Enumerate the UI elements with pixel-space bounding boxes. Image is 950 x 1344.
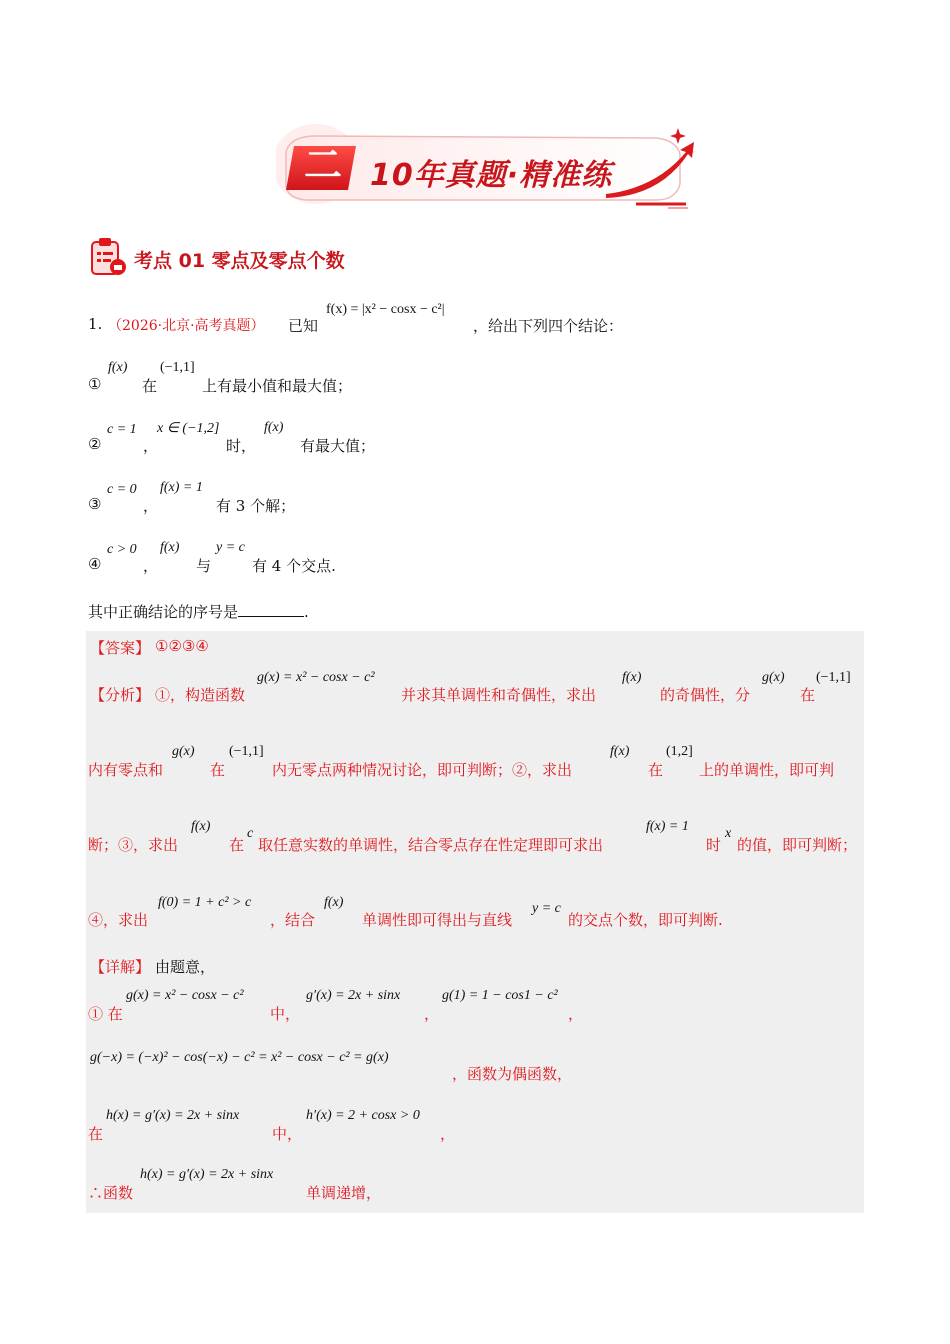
statement-math: c > 0 <box>107 542 137 557</box>
statement-math: c = 0 <box>107 482 137 497</box>
analysis-text: 在 <box>648 761 664 779</box>
analysis-text: ①，构造函数 <box>155 686 246 704</box>
analysis-math: g(x) <box>762 670 785 685</box>
detail-text: ， <box>440 1125 456 1143</box>
statement-text: ， <box>143 557 159 575</box>
analysis-math: f(x) <box>324 895 344 910</box>
analysis-math: x <box>725 826 732 841</box>
statement-mark: ② <box>88 435 102 453</box>
analysis-text: 在 <box>210 761 226 779</box>
statement-mark: ① <box>88 375 102 393</box>
statement-text: 有 4 个交点. <box>252 557 336 575</box>
detail-text: ， <box>568 1005 584 1023</box>
statement-text: ， <box>143 497 159 515</box>
statement-math: f(x) <box>160 540 180 555</box>
analysis-math: c <box>247 826 254 841</box>
analysis-math: g(x) <box>172 744 195 759</box>
detail-math: g′(x) = 2x + sinx <box>306 988 401 1003</box>
statement-mark: ③ <box>88 495 102 513</box>
statement-text: 时， <box>226 437 257 455</box>
statement-text: 有最大值； <box>300 437 376 455</box>
detail-math: g(−x) = (−x)² − cos(−x) − c² = x² − cosx − c² = g(x) <box>90 1050 389 1065</box>
analysis-text: 上的单调性，即可判 <box>699 761 835 779</box>
analysis-math: f(x) = 1 <box>646 819 689 834</box>
detail-text: 单调递增， <box>306 1184 382 1202</box>
statement-text: 上有最小值和最大值； <box>202 377 353 395</box>
analysis-math: g(x) = x² − cosx − c² <box>257 670 375 685</box>
statement-math: f(x) = 1 <box>160 480 203 495</box>
analysis-math: (−1,1] <box>816 670 851 685</box>
statement-math: f(x) <box>264 420 284 435</box>
analysis-text: 的奇偶性，分 <box>660 686 751 704</box>
detail-math: h′(x) = 2 + cosx > 0 <box>306 1108 420 1123</box>
analysis-math: (1,2] <box>666 744 693 759</box>
answer-value: ①②③④ <box>155 637 209 655</box>
answer-label: 【答案】 <box>90 639 151 657</box>
analysis-label: 【分析】 <box>90 686 151 704</box>
analysis-math: f(x) <box>610 744 630 759</box>
analysis-text: 内有零点和 <box>88 761 164 779</box>
prompt-end: . <box>304 603 309 621</box>
detail-math: g(x) = x² − cosx − c² <box>126 988 244 1003</box>
detail-intro: 由题意， <box>155 958 216 976</box>
detail-text: 在 <box>88 1125 104 1143</box>
detail-math: h(x) = g′(x) = 2x + sinx <box>140 1167 274 1182</box>
statement-math: x ∈ (−1,2] <box>157 421 220 436</box>
detail-text: ① 在 <box>88 1005 123 1023</box>
analysis-text: 取任意实数的单调性，结合零点存在性定理即可求出 <box>258 836 604 854</box>
analysis-text: 单调性即可得出与直线 <box>362 911 513 929</box>
question-source: （2026·北京·高考真题） <box>108 318 265 334</box>
statement-mark: ④ <box>88 555 102 573</box>
analysis-text: ，结合 <box>270 911 316 929</box>
statement-text: 在 <box>142 377 158 395</box>
banner-title: 10年真题·精准练 <box>370 158 613 193</box>
analysis-text: 并求其单调性和奇偶性，求出 <box>401 686 597 704</box>
question-tail: ，给出下列四个结论： <box>473 317 624 335</box>
analysis-math: y = c <box>532 901 561 916</box>
detail-math: h(x) = g′(x) = 2x + sinx <box>106 1108 240 1123</box>
statement-math: y = c <box>216 540 245 555</box>
statement-math: f(x) <box>108 360 128 375</box>
detail-text: 中， <box>272 1125 303 1143</box>
prompt-text: 其中正确结论的序号是 <box>88 603 239 621</box>
analysis-text: 的值，即可判断； <box>737 836 858 854</box>
question-number: 1. <box>88 315 103 333</box>
detail-text: ∴函数 <box>88 1184 134 1202</box>
statement-math: (−1,1] <box>160 360 195 375</box>
question-formula: f(x) = |x² − cosx − c²| <box>326 302 445 317</box>
answer-blank <box>238 602 304 617</box>
analysis-math: f(x) <box>191 819 211 834</box>
question-lead: 已知 <box>288 317 319 335</box>
statement-text: 与 <box>196 557 212 575</box>
analysis-text: 在 <box>800 686 816 704</box>
detail-label: 【详解】 <box>90 958 151 976</box>
banner-badge: 二 <box>303 143 342 187</box>
analysis-text: 在 <box>229 836 245 854</box>
analysis-text: 的交点个数，即可判断. <box>568 911 723 929</box>
detail-text: 中， <box>270 1005 301 1023</box>
statement-text: 有 3 个解； <box>216 497 296 515</box>
analysis-text: ④，求出 <box>88 911 149 929</box>
analysis-text: 内无零点两种情况讨论，即可判断；②，求出 <box>272 761 573 779</box>
detail-text: ， <box>424 1005 440 1023</box>
analysis-math: (−1,1] <box>229 744 264 759</box>
detail-math: g(1) = 1 − cos1 − c² <box>442 988 558 1003</box>
analysis-text: 断；③，求出 <box>88 836 179 854</box>
clipboard-icon <box>88 236 128 276</box>
section-title: 考点 01 零点及零点个数 <box>134 250 345 272</box>
statement-text: ， <box>143 437 159 455</box>
analysis-text: 时 <box>706 836 722 854</box>
analysis-math: f(0) = 1 + c² > c <box>158 895 252 910</box>
detail-text: ，函数为偶函数， <box>452 1065 573 1083</box>
statement-math: c = 1 <box>107 422 137 437</box>
question-prompt <box>88 601 309 622</box>
analysis-math: f(x) <box>622 670 642 685</box>
